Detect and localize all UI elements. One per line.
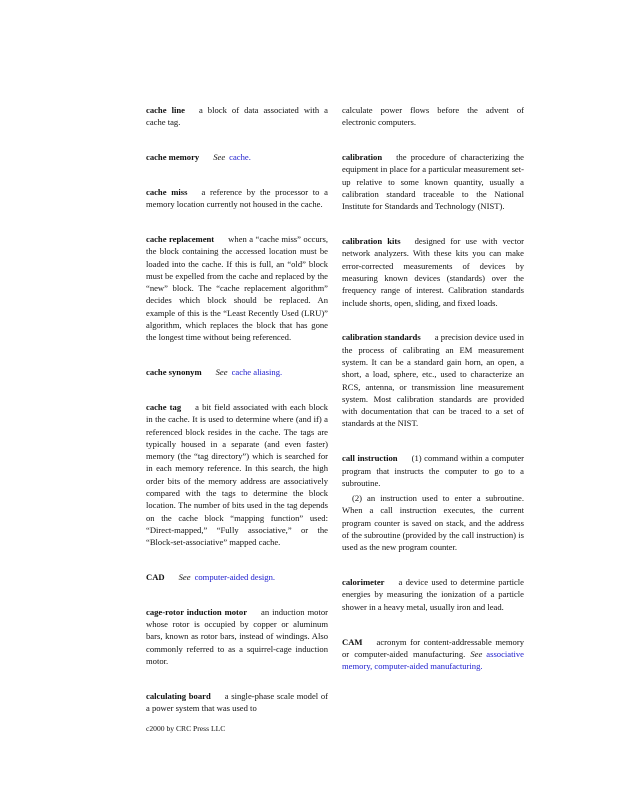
entry-call-instruction (342, 452, 524, 553)
entry-definition: when a “cache miss” occurs, the block containing the accessed location must be loaded into the cache. If this is full, an “old” block must be expelled from the cache and replaced by the “new” block. The “cache replacement algorithm” decides which block should be replaced. An example of this is the “Least Recently Used (LRU)” algorithm, which replaces the block that has gone the longest time without being referenced. (146, 233, 328, 343)
entry-cache-memory (146, 151, 328, 163)
entry-term: calibration (342, 152, 383, 163)
entry-definition: a precision device used in the process of calibrating an EM measurement system. It can be a standard gain horn, an open, a short, a load, sphere, etc., used to characterize an RCS, antenna, or transmission line measurement system. Most calibration standards are provided with documentation that can be traced to a set of standards at the NIST. (342, 332, 524, 429)
entry-cache-replacement (146, 233, 328, 344)
entry-term: cache miss (146, 186, 188, 197)
entry-definition: calculate power flows before the advent of electronic computers. (342, 105, 524, 128)
entry-calculating-board (146, 690, 328, 715)
entry-definition: (1) command within a computer program that instructs the computer to go to a subroutine. (342, 453, 524, 488)
entry-cache-miss (146, 186, 328, 211)
entry-definition: a bit field associated with each block in the cache. It is used to determine where (and if) a referenced block resides in the cache. The tags are typically housed in a separate (and even faster) memory (the “tag directory”) which is searched for in each memory reference. In this search, the high order bits of the memory address are associatively compared with the tags to determine the block location. The number of bits used in the tag depends on the cache block “mapping function” used: “Direct-mapped,” “Fully associative,” or the “Block-set-associative” mapped cache. (146, 401, 329, 548)
entry-definition: the procedure of characterizing the equipment in place for a particular measurement set-up relative to some known quantity, usually a calibration standard traceable to the National Institute for Standards and Technology (NIST). (342, 152, 524, 212)
see-label: See (178, 572, 191, 583)
entry-term: cache memory (146, 152, 200, 163)
entry-term: cache tag (146, 401, 182, 412)
entry-term: calibration kits (342, 236, 401, 247)
entry-cache-tag (146, 401, 328, 549)
entry-calculating-board-continued (342, 104, 524, 129)
entry-cache-line (146, 104, 328, 129)
copyright-footer: c2000 by CRC Press LLC (146, 724, 226, 733)
cross-reference-link[interactable]: computer-aided design. (194, 572, 276, 583)
entry-term: calibration standards (342, 332, 421, 343)
left-column (146, 104, 328, 737)
entry-definition: designed for use with vector network analyzers. With these kits you can make error-corrected measurements of devices by measuring known devices (standards) over the frequency range of interest. Calibration standards include shorts, open, sliding, and fixed loads. (342, 236, 524, 308)
cross-reference-link[interactable]: computer-aided manufacturing. (374, 661, 483, 672)
entry-cage-rotor-induction-motor (146, 606, 328, 667)
entry-definition: an induction motor whose rotor is occupied by copper or aluminum bars, known as rotor bars, instead of windings. Also commonly referred to as a squirrel-cage induction motor. (146, 606, 328, 666)
entry-definition: acronym for content-addressable memory or computer-aided manufacturing. (342, 636, 524, 659)
right-column (342, 104, 524, 695)
entry-definition-continued: (2) an instruction used to enter a subroutine. When a call instruction executes, the current program counter is saved on stack, and the address of the subroutine (provided by the call instruction) is used as the new program counter. (342, 493, 524, 553)
entry-calorimeter (342, 576, 524, 613)
entry-term: cage-rotor induction motor (146, 606, 248, 617)
entry-cad (146, 571, 328, 583)
entry-cam (342, 636, 524, 673)
cross-reference-link[interactable]: associative memory, (342, 648, 524, 672)
entry-term: call instruction (342, 453, 398, 464)
see-label: See (215, 367, 228, 378)
entry-term: cache replacement (146, 233, 215, 244)
entry-calibration (342, 151, 524, 212)
cross-reference-link[interactable]: cache aliasing. (231, 367, 283, 378)
entry-term: calculating board (146, 690, 211, 701)
entry-term: CAM (342, 636, 363, 647)
entry-calibration-standards (342, 331, 524, 429)
see-label: See (470, 648, 483, 659)
entry-definition: a device used to determine particle energies by measuring the ionization of a particle shower in a heavy metal, usually iron and lead. (342, 577, 524, 612)
entry-calibration-kits (342, 235, 524, 309)
entry-definition: a single-phase scale model of a power system that was used to (146, 690, 329, 714)
entry-term: cache synonym (146, 367, 202, 378)
entry-definition: a reference by the processor to a memory location currently not housed in the cache. (146, 186, 328, 210)
entry-cache-synonym (146, 366, 328, 378)
entry-definition: a block of data associated with a cache tag. (146, 105, 328, 128)
see-label: See (213, 152, 226, 163)
entry-term: calorimeter (342, 577, 385, 588)
entry-term: CAD (146, 572, 165, 583)
entry-term: cache line (146, 105, 185, 115)
cross-reference-link[interactable]: cache. (229, 152, 251, 163)
